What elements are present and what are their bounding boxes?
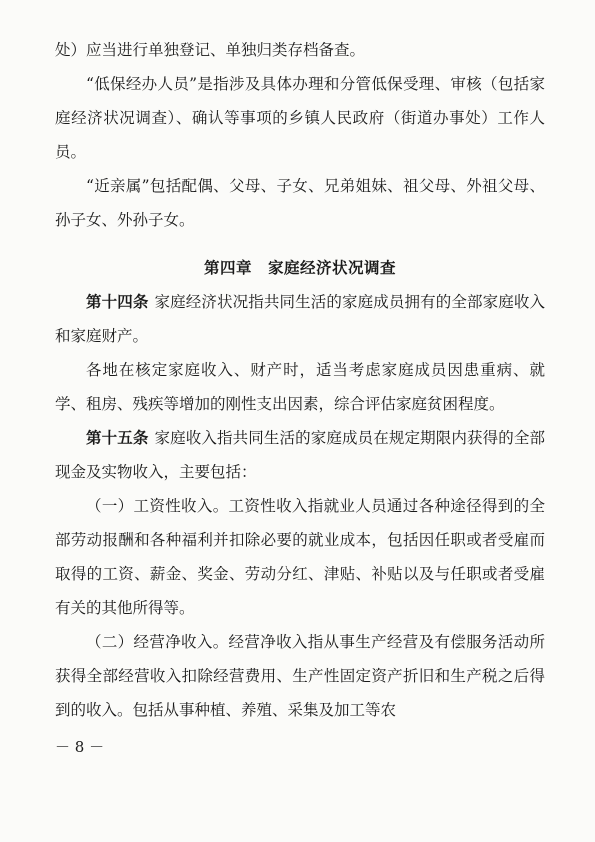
page-number: － 8 －	[55, 738, 105, 756]
article-14-text: 家庭经济状况指共同生活的家庭成员拥有的全部家庭收入和家庭财产。	[55, 293, 545, 345]
article-15	[55, 421, 545, 489]
paragraph-wage-income: （一）工资性收入。工资性收入指就业人员通过各种途径得到的全部劳动报酬和各种福利并扣除必要的就业成本，包括因任职或者受雇而取得的工资、薪金、奖金、劳动分红、津贴、补贴以及与任职或者受雇有关的其他所得等。	[55, 497, 545, 617]
body-text	[55, 33, 545, 727]
chapter-title: 第四章 家庭经济状况调查	[203, 258, 396, 277]
paragraph-business-income: （二）经营净收入。经营净收入指从事生产经营及有偿服务活动所获得全部经营收入扣除经营费用、生产性固定资产折旧和生产税之后得到的收入。包括从事种植、养殖、采集及加工等农	[55, 633, 545, 719]
paragraph-close-relatives: “近亲属”包括配偶、父母、子女、兄弟姐妹、祖父母、外祖父母、孙子女、外孙子女。	[55, 177, 545, 229]
paragraph-rigid-expenses: 各地在核定家庭收入、财产时，适当考虑家庭成员因患重病、就学、租房、残疾等增加的刚性支出因素，综合评估家庭贫困程度。	[55, 361, 545, 413]
paragraph-continuation: 处）应当进行单独登记、单独归类存档备查。	[55, 41, 366, 59]
article-14	[55, 285, 545, 353]
article-15-text: 家庭收入指共同生活的家庭成员在规定期限内获得的全部现金及实物收入，主要包括：	[55, 429, 545, 481]
article-14-label: 第十四条	[86, 292, 149, 311]
article-15-label: 第十五条	[86, 428, 149, 447]
paragraph-low-income-staff: “低保经办人员”是指涉及具体办理和分管低保受理、审核（包括家庭经济状况调查）、确认等事项的乡镇人民政府（街道办事处）工作人员。	[55, 75, 545, 161]
